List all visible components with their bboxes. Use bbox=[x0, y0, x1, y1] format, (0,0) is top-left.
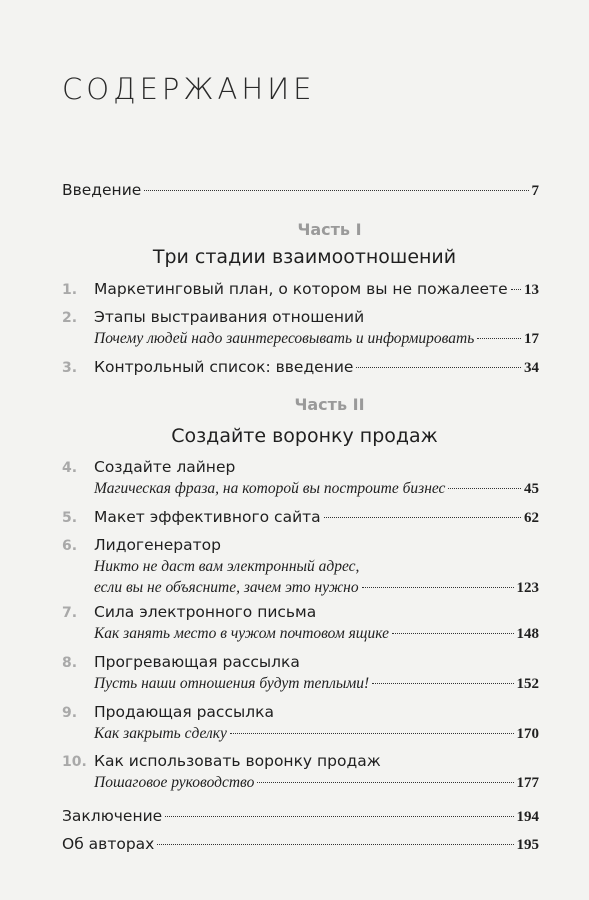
toc-entry-subtitle[interactable] bbox=[62, 329, 539, 349]
toc-entry-chapter[interactable] bbox=[62, 702, 539, 723]
entry-subtitle: Как закрыть сделку bbox=[94, 725, 227, 742]
toc-entry-subtitle[interactable] bbox=[62, 479, 539, 499]
leader-dots bbox=[230, 733, 514, 734]
entry-title: Прогревающая рассылка bbox=[94, 653, 300, 671]
toc-entry-subtitle[interactable] bbox=[62, 674, 539, 694]
page-number: 34 bbox=[524, 360, 539, 376]
chapter-number: 3. bbox=[62, 360, 78, 376]
page-number: 177 bbox=[516, 775, 539, 791]
part-label: Часть II bbox=[294, 395, 365, 414]
toc-entry-chapter[interactable] bbox=[62, 357, 539, 378]
entry-title: Лидогенератор bbox=[94, 536, 221, 554]
leader-dots bbox=[324, 517, 521, 518]
entry-title: Макет эффективного сайта bbox=[94, 508, 321, 526]
leader-dots bbox=[477, 338, 521, 339]
toc-entry-intro[interactable] bbox=[62, 180, 539, 201]
leader-dots bbox=[157, 844, 513, 845]
leader-dots bbox=[257, 782, 513, 783]
page-number: 148 bbox=[516, 626, 539, 642]
chapter-number: 8. bbox=[62, 655, 78, 671]
part-title: Создайте воронку продаж bbox=[171, 425, 438, 447]
chapter-number: 5. bbox=[62, 510, 78, 526]
chapter-number: 9. bbox=[62, 705, 78, 721]
entry-title: Об авторах bbox=[62, 835, 155, 853]
entry-title: Маркетинговый план, о котором вы не пожалеете bbox=[94, 280, 508, 298]
entry-subtitle: Пошаговое руководство bbox=[94, 774, 255, 791]
entry-title: Введение bbox=[62, 181, 142, 199]
leader-dots bbox=[511, 289, 521, 290]
toc-entry-subtitle[interactable] bbox=[62, 557, 539, 577]
part-label: Часть I bbox=[297, 220, 362, 239]
entry-subtitle: если вы не объясните, зачем это нужно bbox=[94, 579, 359, 596]
entry-subtitle: Никто не даст вам электронный адрес, bbox=[94, 558, 360, 575]
entry-title: Как использовать воронку продаж bbox=[94, 752, 381, 770]
leader-dots bbox=[372, 683, 513, 684]
leader-dots bbox=[362, 587, 514, 588]
toc-entry-subtitle[interactable] bbox=[62, 773, 539, 793]
toc-entry-chapter[interactable] bbox=[62, 307, 539, 328]
chapter-number: 10. bbox=[62, 754, 87, 770]
chapter-number: 6. bbox=[62, 538, 78, 554]
toc-entry-chapter[interactable] bbox=[62, 602, 539, 623]
entry-title: Заключение bbox=[62, 807, 163, 825]
toc-entry-chapter[interactable] bbox=[62, 507, 539, 528]
page-number: 7 bbox=[531, 183, 539, 199]
entry-subtitle: Пусть наши отношения будут теплыми! bbox=[94, 675, 370, 692]
entry-title: Создайте лайнер bbox=[94, 458, 236, 476]
page-number: 123 bbox=[516, 580, 539, 596]
chapter-number: 4. bbox=[62, 460, 78, 476]
page-number: 170 bbox=[516, 726, 539, 742]
toc-entry-chapter[interactable] bbox=[62, 751, 539, 772]
toc-entry-conclusion[interactable] bbox=[62, 806, 539, 827]
toc-entry-chapter[interactable] bbox=[62, 535, 539, 556]
page-number: 195 bbox=[516, 837, 539, 853]
entry-title: Контрольный список: введение bbox=[94, 358, 354, 376]
entry-subtitle: Магическая фраза, на которой вы построите бизнес bbox=[94, 480, 446, 497]
page-number: 62 bbox=[524, 510, 539, 526]
toc-entry-subtitle[interactable] bbox=[62, 578, 539, 598]
entry-subtitle: Почему людей надо заинтересовывать и информировать bbox=[94, 330, 475, 347]
page-number: 45 bbox=[524, 481, 539, 497]
entry-title: Сила электронного письма bbox=[94, 603, 317, 621]
toc-entry-chapter[interactable] bbox=[62, 652, 539, 673]
toc-entry-subtitle[interactable] bbox=[62, 724, 539, 744]
page-number: 152 bbox=[516, 676, 539, 692]
page-number: 13 bbox=[524, 282, 539, 298]
leader-dots bbox=[165, 816, 513, 817]
page-title: СОДЕРЖАНИЕ bbox=[62, 72, 316, 106]
leader-dots bbox=[392, 633, 514, 634]
entry-subtitle: Как занять место в чужом почтовом ящике bbox=[94, 625, 389, 642]
chapter-number: 1. bbox=[62, 282, 78, 298]
chapter-number: 7. bbox=[62, 605, 78, 621]
toc-entry-authors[interactable] bbox=[62, 834, 539, 855]
page-number: 194 bbox=[516, 809, 539, 825]
leader-dots bbox=[356, 367, 521, 368]
toc-entry-chapter[interactable] bbox=[62, 457, 539, 478]
toc-entry-subtitle[interactable] bbox=[62, 624, 539, 644]
chapter-number: 2. bbox=[62, 310, 78, 326]
toc-entry-chapter[interactable] bbox=[62, 279, 539, 300]
entry-title: Продающая рассылка bbox=[94, 703, 274, 721]
leader-dots bbox=[448, 488, 521, 489]
page-number: 17 bbox=[524, 331, 539, 347]
entry-title: Этапы выстраивания отношений bbox=[94, 308, 365, 326]
leader-dots bbox=[144, 190, 528, 191]
part-title: Три стадии взаимоотношений bbox=[152, 246, 457, 268]
